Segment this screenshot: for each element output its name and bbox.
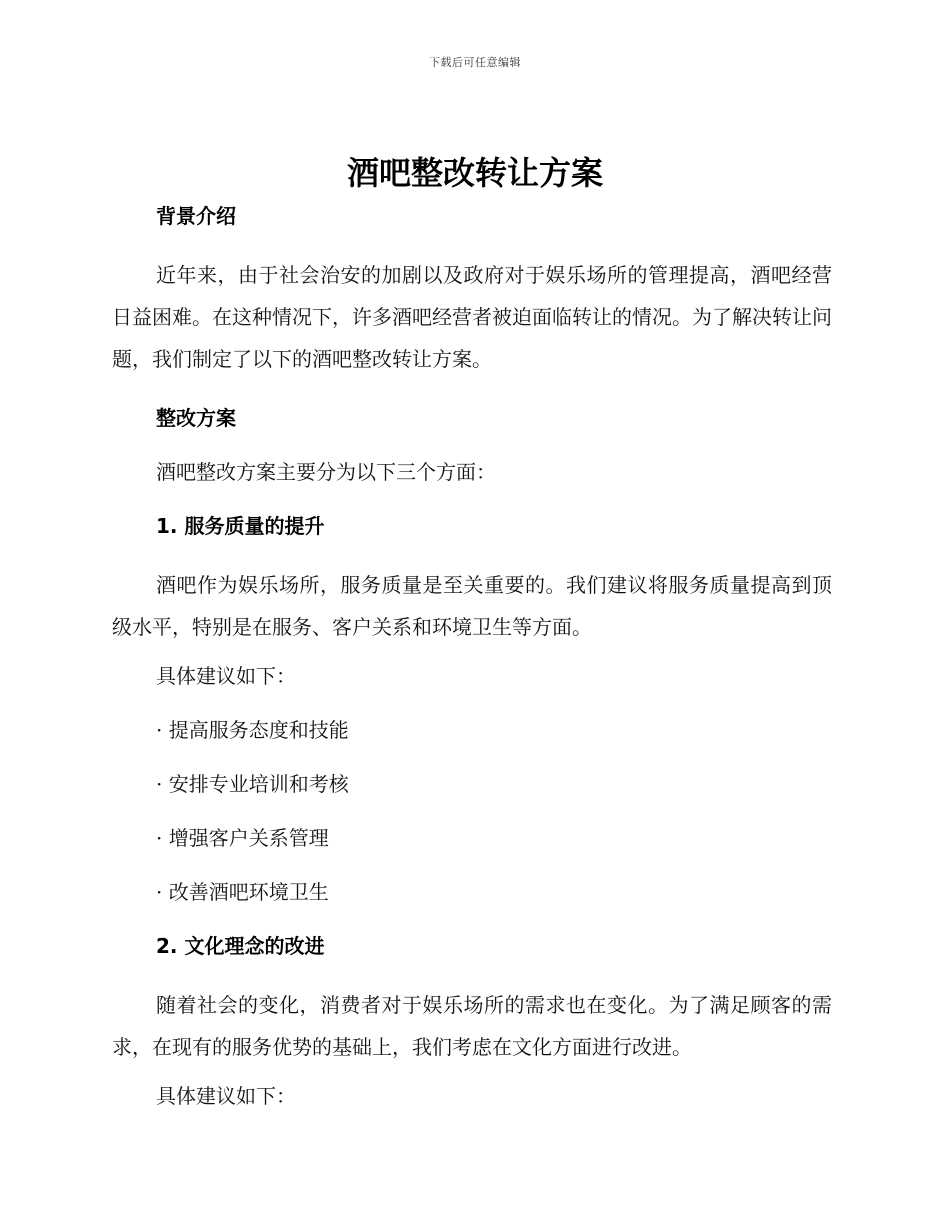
section-heading-background: 背景介绍 [156,204,236,228]
list-item: · 提高服务态度和技能 [156,718,349,742]
list-item: · 安排专业培训和考核 [156,772,349,796]
service-suggest-label: 具体建议如下： [156,664,296,688]
section-heading-culture: 2. 文化理念的改进 [156,934,325,958]
culture-paragraph: 随着社会的变化，消费者对于娱乐场所的需求也在变化。为了满足顾客的需求，在现有的服务优势的基础上，我们考虑在文化方面进行改进。 [112,993,832,1059]
document-body [112,200,832,1112]
header-note: 下载后可任意编辑 [429,56,521,69]
list-item: · 改善酒吧环境卫生 [156,880,329,904]
service-paragraph: 酒吧作为娱乐场所，服务质量是至关重要的。我们建议将服务质量提高到顶级水平，特别是在服务、客户关系和环境卫生等方面。 [112,573,832,639]
plan-intro: 酒吧整改方案主要分为以下三个方面： [156,460,496,484]
list-item: · 增强客户关系管理 [156,826,329,850]
culture-suggest-label: 具体建议如下： [156,1084,296,1108]
section-heading-service: 1. 服务质量的提升 [156,514,325,538]
document-title: 酒吧整改转让方案 [346,154,603,192]
section-heading-plan: 整改方案 [156,406,236,430]
background-paragraph: 近年来，由于社会治安的加剧以及政府对于娱乐场所的管理提高，酒吧经营日益困难。在这种情况下，许多酒吧经营者被迫面临转让的情况。为了解决转让问题，我们制定了以下的酒吧整改转让方案。 [112,263,832,371]
